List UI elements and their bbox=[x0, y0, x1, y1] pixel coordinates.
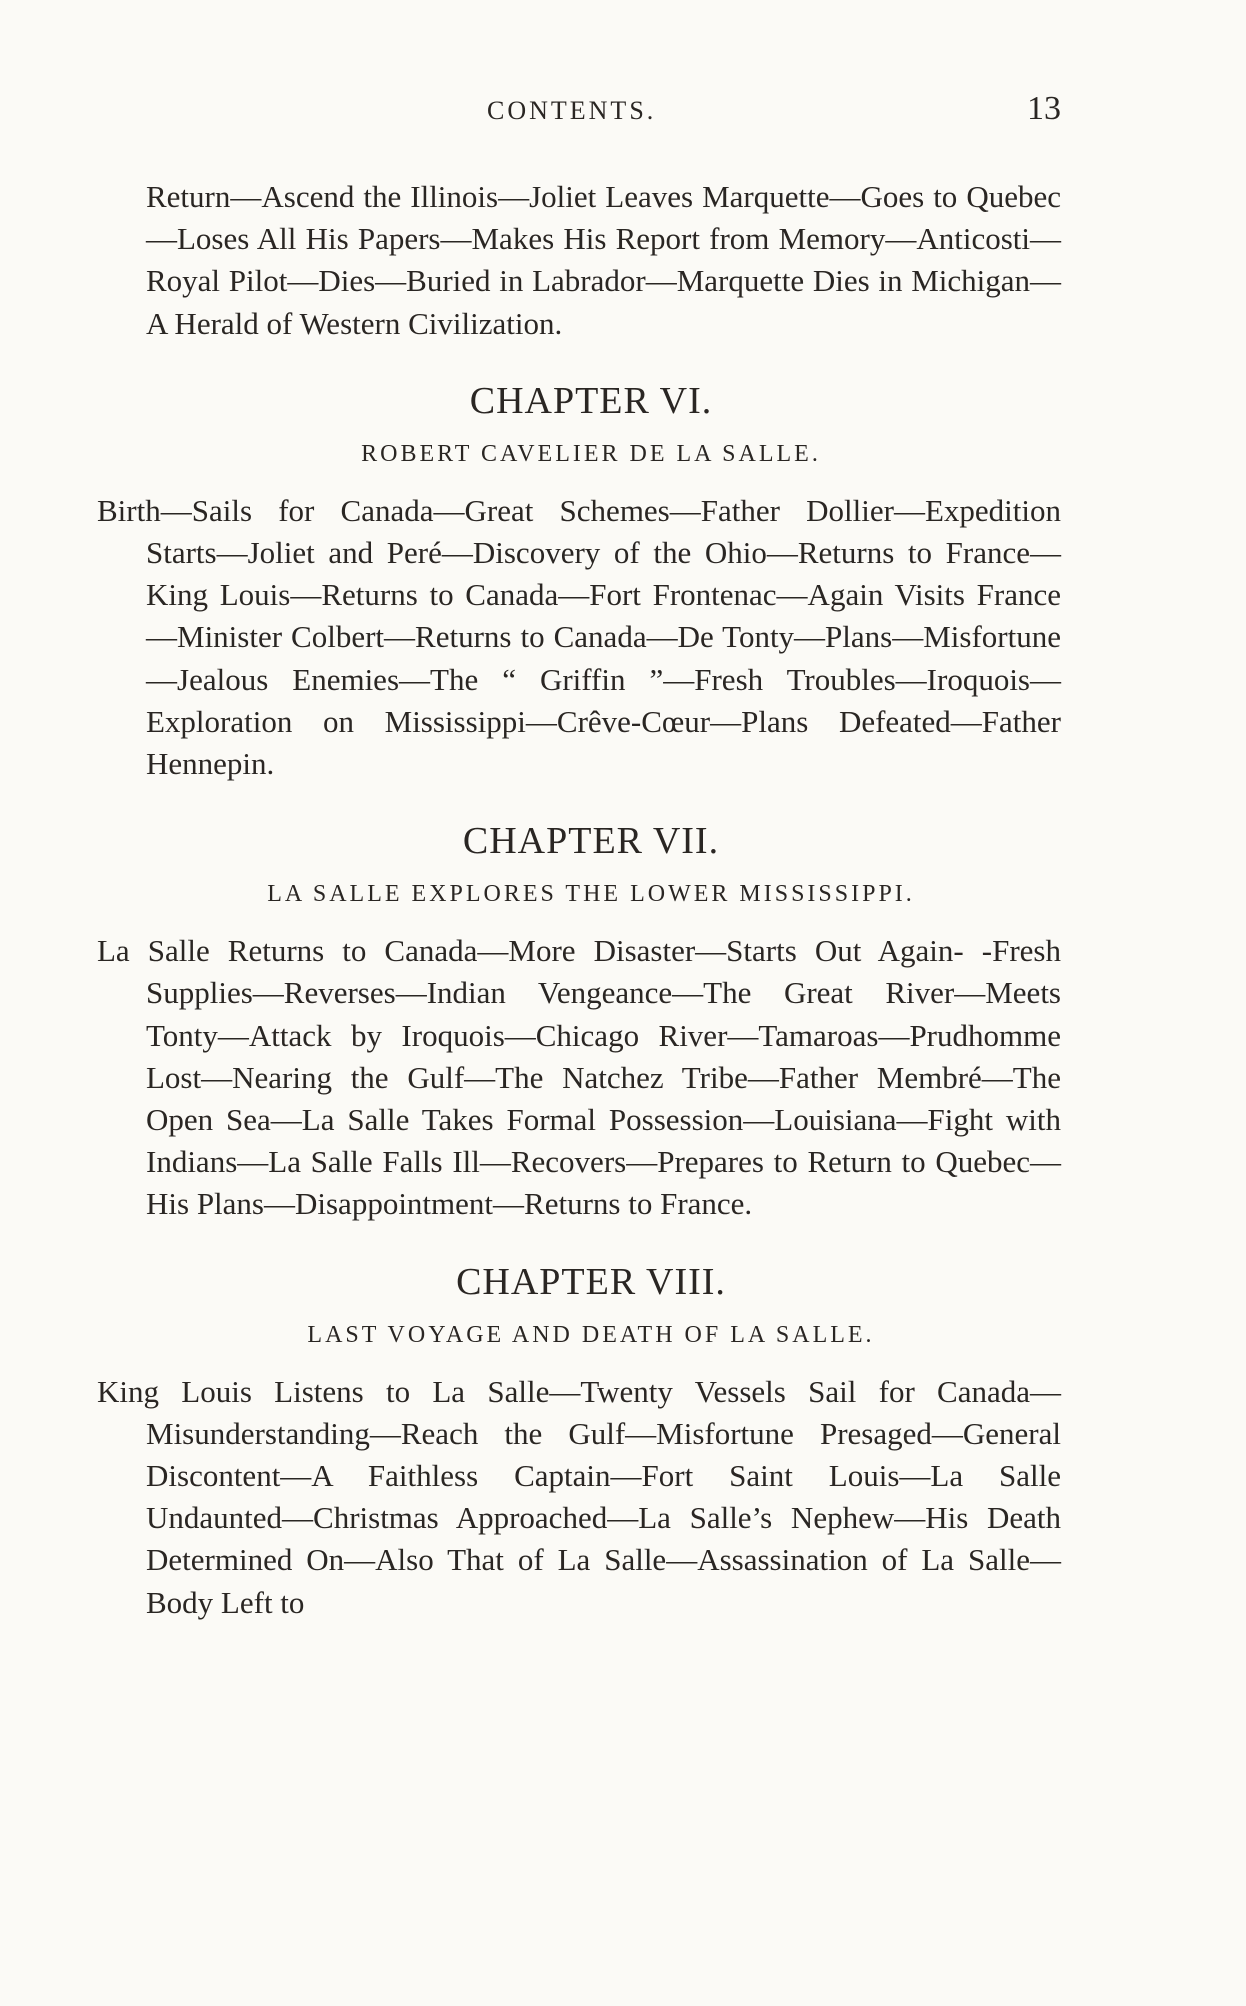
running-title: CONTENTS. bbox=[487, 96, 657, 125]
contents-body bbox=[97, 176, 1061, 1624]
continued-chapter-summary: Return—Ascend the Illinois—Joliet Leaves Marquette—Goes to Quebec—Loses All His Papers—Makes His Report from Memory—Anticosti—Royal Pilot—Dies—Buried in Labrador—Marquette Dies in Michigan—A Herald of Western Civilization. bbox=[146, 179, 1061, 341]
chapter-entry bbox=[97, 379, 1061, 785]
page-header bbox=[0, 90, 1246, 140]
chapter-subtitle: ROBERT CAVELIER DE LA SALLE. bbox=[361, 440, 821, 467]
chapter-summary: La Salle Returns to Canada—More Disaster—Starts Out Again- -Fresh Supplies—Reverses—Indian Vengeance—The Great River—Meets Tonty—Attack by Iroquois—Chicago River—Tamaroas—Prudhomme Lost—Nearing the Gulf—The Natchez Tribe—Father Membré—The Open Sea—La Salle Takes Formal Possession—Louisiana—Fight with Indians—La Salle Falls Ill—Recovers—Prepares to Return to Quebec—His Plans—Disappointment—Returns to France. bbox=[97, 933, 1061, 1222]
page-number: 13 bbox=[1027, 90, 1061, 127]
chapter-entry bbox=[97, 819, 1061, 1225]
chapter-subtitle: LAST VOYAGE AND DEATH OF LA SALLE. bbox=[307, 1321, 875, 1348]
chapter-summary: King Louis Listens to La Salle—Twenty Vessels Sail for Canada—Misunderstanding—Reach the Gulf—Misfortune Presaged—General Discontent—A Faithless Captain—Fort Saint Louis—La Salle Undaunted—Christmas Approached—La Salle’s Nephew—His Death Determined On—Also That of La Salle—Assassination of La Salle—Body Left to bbox=[97, 1373, 1061, 1620]
chapter-summary: Birth—Sails for Canada—Great Schemes—Father Dollier—Expedition Starts—Joliet and Peré—Discovery of the Ohio—Returns to France—King Louis—Returns to Canada—Fort Frontenac—Again Visits France—Minister Colbert—Returns to Canada—De Tonty—Plans—Misfortune—Jealous Enemies—The “ Griffin ”—Fresh Troubles—Iroquois—Exploration on Mississippi—Crêve-Cœur—Plans Defeated—Father Hennepin. bbox=[97, 492, 1061, 782]
chapter-heading: CHAPTER VI. bbox=[469, 379, 713, 422]
chapter-subtitle: LA SALLE EXPLORES THE LOWER MISSISSIPPI. bbox=[267, 881, 915, 908]
chapter-heading: CHAPTER VIII. bbox=[456, 1260, 726, 1303]
chapter-heading: CHAPTER VII. bbox=[462, 820, 720, 863]
chapter-entry bbox=[97, 1260, 1061, 1624]
